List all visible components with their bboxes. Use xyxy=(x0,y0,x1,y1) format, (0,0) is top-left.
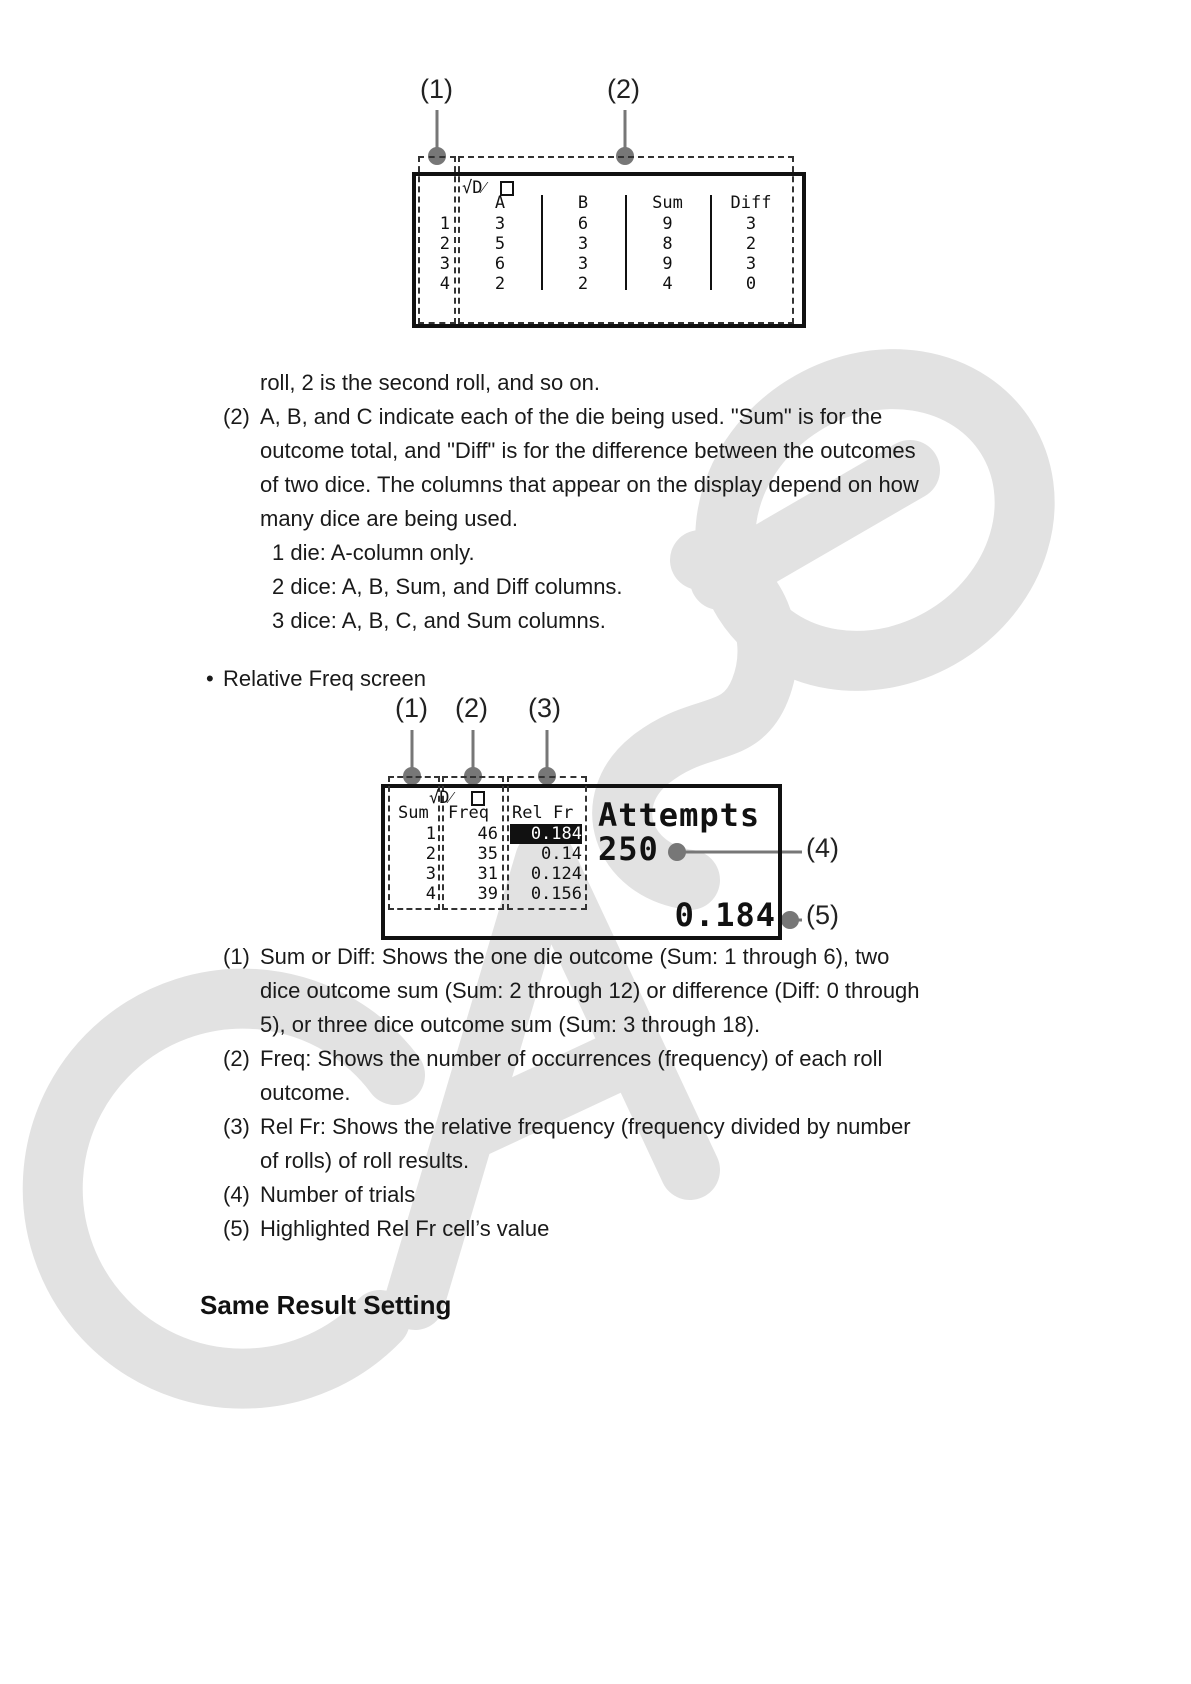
desc1-dice-line: 3 dice: A, B, C, and Sum columns. xyxy=(272,608,606,633)
desc1-dice-line: 1 die: A-column only. xyxy=(272,540,475,565)
screen2-attempts-label: Attempts xyxy=(598,796,761,834)
screen1-rownum-4: 4 xyxy=(439,274,450,294)
desc1-item2-line: many dice are being used. xyxy=(260,506,519,531)
section2-bullet: • xyxy=(206,666,214,691)
screen2-cell: 3 xyxy=(425,864,436,884)
screen1-mode-icon: √D⁄ xyxy=(462,178,486,198)
screen1-cell: 8 xyxy=(662,234,673,254)
desc2-item1-line: dice outcome sum (Sum: 2 through 12) or difference (Diff: 0 through xyxy=(260,978,920,1003)
desc2-item1-num: (1) xyxy=(223,944,250,969)
screen2-callout-4: (4) xyxy=(806,833,839,863)
desc2-item1-line: Sum or Diff: Shows the one die outcome (Sum: 1 through 6), two xyxy=(260,944,890,969)
screen1-col-a: A xyxy=(494,193,506,213)
screen1-col-sum: Sum xyxy=(652,193,683,213)
desc2-item3-line: of rolls) of roll results. xyxy=(260,1148,470,1173)
desc2-item3-num: (3) xyxy=(223,1114,250,1139)
desc2-item2-line: Freq: Shows the number of occurrences (frequency) of each roll xyxy=(260,1046,883,1071)
desc1-item2-line: A, B, and C indicate each of the die being used. "Sum" is for the xyxy=(260,404,883,429)
screen2-cell: 35 xyxy=(477,844,498,864)
desc2-item2-num: (2) xyxy=(223,1046,250,1071)
screen2-header-relfr: Rel Fr xyxy=(512,803,574,823)
desc2-item5-num: (5) xyxy=(223,1216,250,1241)
screen2-cell: 4 xyxy=(425,884,436,904)
desc1-item2-line: outcome total, and "Diff" is for the difference between the outcomes xyxy=(260,438,916,463)
screen1-cell: 9 xyxy=(662,254,673,274)
screen1-cell: 5 xyxy=(494,234,506,254)
screen1-cell: 6 xyxy=(494,254,506,274)
screen2-header-sum: Sum xyxy=(398,803,429,823)
screen2-cell: 0.156 xyxy=(530,884,582,904)
screen1-cell: 2 xyxy=(494,274,506,294)
desc2-item2-line: outcome. xyxy=(260,1080,351,1105)
screen1-cell: 9 xyxy=(662,214,673,234)
screen2-callout-1: (1) xyxy=(395,693,428,723)
screen2-cell: 1 xyxy=(425,824,436,844)
screen1-cell: 2 xyxy=(577,274,589,294)
desc2-item4-num: (4) xyxy=(223,1182,250,1207)
desc2-item5-line: Highlighted Rel Fr cell’s value xyxy=(260,1216,550,1241)
section-heading: Same Result Setting xyxy=(200,1290,452,1320)
screen1-cell: 3 xyxy=(745,254,757,274)
screen1-cell: 3 xyxy=(577,254,589,274)
screen1-rownum-3: 3 xyxy=(439,254,450,274)
desc2-item1-line: 5), or three dice outcome sum (Sum: 3 through 18). xyxy=(260,1012,761,1037)
screen2-cell: 0.14 xyxy=(541,844,582,864)
screen2-cell: 46 xyxy=(477,824,498,844)
screen2-cell-highlighted: 0.184 xyxy=(510,824,582,844)
screen1-cell: 3 xyxy=(494,214,506,234)
section2-title: Relative Freq screen xyxy=(223,666,426,691)
screen1-cell: 3 xyxy=(745,214,757,234)
screen1-col-diff: Diff xyxy=(730,193,772,213)
screen1-rownum-2: 2 xyxy=(439,234,450,254)
screen1-cell: 2 xyxy=(745,234,757,254)
desc1-line0: roll, 2 is the second roll, and so on. xyxy=(260,370,600,395)
screen2-callout-2: (2) xyxy=(455,693,488,723)
screen1-callout-2: (2) xyxy=(607,74,640,104)
screen2-mode-icon: √D⁄ xyxy=(429,788,453,808)
screen1-cell: 4 xyxy=(662,274,673,294)
desc2-item3-line: Rel Fr: Shows the relative frequency (frequency divided by number xyxy=(260,1114,911,1139)
screen1-rownum-1: 1 xyxy=(439,214,450,234)
screen2-attempts-value: 250 xyxy=(598,830,659,868)
screen1-cell: 6 xyxy=(577,214,589,234)
screen1-callout-1: (1) xyxy=(420,74,453,104)
screen2-highlight-value: 0.184 xyxy=(674,896,776,934)
screen2-callout-3: (3) xyxy=(528,693,561,723)
screen2-cell: 2 xyxy=(425,844,436,864)
screen1-cell: 0 xyxy=(745,274,757,294)
screen1-col-b: B xyxy=(577,193,589,213)
screen2-callout-5: (5) xyxy=(806,900,839,930)
desc1-dice-line: 2 dice: A, B, Sum, and Diff columns. xyxy=(272,574,623,599)
screen2-cell: 0.124 xyxy=(530,864,582,884)
desc1-item2-line: of two dice. The columns that appear on the display depend on how xyxy=(260,472,919,497)
screen2-header-freq: Freq xyxy=(448,803,489,823)
desc2-item4-line: Number of trials xyxy=(260,1182,416,1207)
desc1-item2-num: (2) xyxy=(223,404,250,429)
screen2-cell: 39 xyxy=(477,884,498,904)
screen2-cell: 31 xyxy=(477,864,498,884)
screen1-cell: 3 xyxy=(577,234,589,254)
